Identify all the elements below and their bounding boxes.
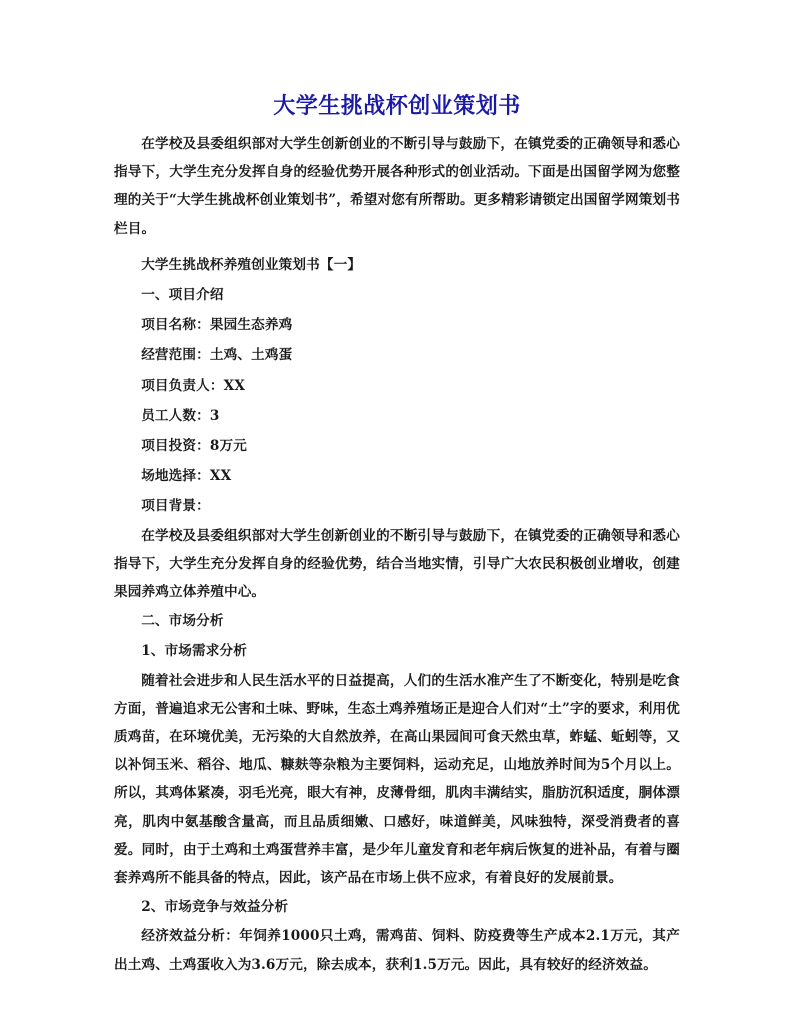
intro-paragraph: 在学校及县委组织部对大学生创新创业的不断引导与鼓励下，在镇党委的正确领导和悉心指导下，大学生充分发挥自身的经验优势开展各种形式的创业活动。下面是出国留学网为您整理的关于“大学生挑战杯创业策划书”，希望对您有所帮助。更多精彩请锁定出国留学网策划书栏目。 — [114, 136, 680, 237]
field-business-scope: 经营范围：土鸡、土鸡蛋 — [141, 347, 293, 364]
field-site-selection: 场地选择：XX — [141, 468, 232, 485]
field-project-leader: 项目负责人：XX — [141, 377, 246, 394]
heading-section-one: 一、项目介绍 — [141, 287, 224, 304]
field-project-background-label: 项目背景： — [141, 498, 210, 515]
heading-section-two: 二、市场分析 — [141, 613, 224, 630]
heading-market-demand-analysis: 1、市场需求分析 — [141, 643, 248, 660]
project-background-paragraph: 在学校及县委组织部对大学生创新创业的不断引导与鼓励下，在镇党委的正确领导和悉心指导下，大学生充分发挥自身的经验优势，结合当地实情，引导广大农民积极创业增收，创建果园养鸡立体养殖中心。 — [114, 527, 680, 601]
spacer — [114, 243, 680, 247]
market-demand-paragraph: 随着社会进步和人民生活水平的日益提高，人们的生活水准产生了不断变化，特别是吃食方面，普遍追求无公害和土味、野味，生态土鸡养殖场正是迎合人们对“土”字的要求，利用优质鸡苗，在环境优美，无污染的大自然放养，在高山果园间可食天然虫草，蚱蜢、蚯蚓等，又以补饲玉米、稻谷、地瓜、糠麸等杂粮为主要饲料，运动充足，山地放养时间为5个月以上。所以，其鸡体紧凑，羽毛光亮，眼大有神，皮薄骨细，肌肉丰满结实，脂肪沉积适度，胴体漂亮，肌肉中氨基酸含量高，而且品质细嫩、口感好，味道鲜美，风味独特，深受消费者的喜爱。同时，由于土鸡和土鸡蛋营养丰富，是少年儿童发育和老年病后恢复的进补品，有着与圈套养鸡所不能具备的特点，因此，该产品在市场上供不应求，有着良好的发展前景。 — [114, 672, 680, 887]
field-project-investment: 项目投资：8万元 — [141, 438, 248, 455]
economic-benefit-paragraph: 经济效益分析：年饲养1000只土鸡，需鸡苗、饲料、防疫费等生产成本2.1万元，其产出土鸡、土鸡蛋收入为3.6万元，除去成本，获利1.5万元。因此，具有较好的经济效益。 — [114, 928, 680, 973]
field-employee-count: 员工人数：3 — [141, 407, 220, 424]
section-heading-part-one: 大学生挑战杯养殖创业策划书【一】 — [141, 256, 362, 273]
field-project-name: 项目名称：果园生态养鸡 — [141, 317, 293, 334]
page-title: 大学生挑战杯创业策划书 — [273, 94, 521, 119]
document-content — [114, 92, 680, 979]
heading-market-competition-analysis: 2、市场竞争与效益分析 — [141, 899, 289, 916]
